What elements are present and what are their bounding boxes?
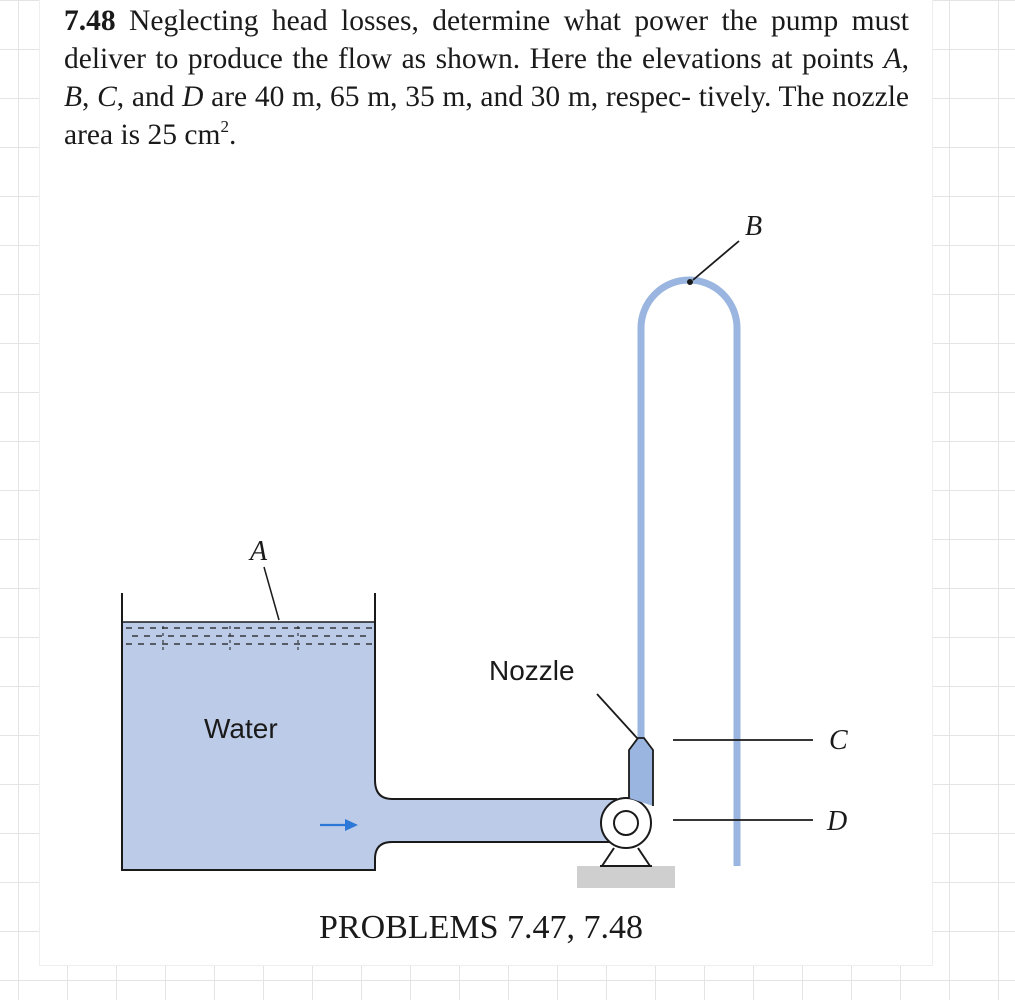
label-d: D — [827, 806, 848, 837]
point-c-ref: C — [97, 81, 117, 113]
separator: , — [82, 81, 98, 113]
pump-stand — [600, 848, 652, 866]
leader-nozzle — [597, 694, 637, 738]
point-d-ref: D — [182, 81, 204, 113]
problem-line-3a: at points — [771, 43, 884, 75]
leader-b — [693, 241, 739, 280]
pump-base — [577, 866, 675, 888]
area-exponent: 2 — [220, 117, 229, 136]
problem-number: 7.48 — [64, 5, 116, 37]
label-nozzle: Nozzle — [489, 655, 575, 686]
problem-line-2: must deliver to produce the flow as shown. Here the elevations — [64, 5, 909, 75]
problem-line-4b: . — [228, 119, 237, 151]
point-b-ref: B — [64, 81, 83, 113]
riser-pipe — [641, 280, 737, 866]
label-c: C — [829, 725, 848, 756]
leader-a — [264, 567, 279, 620]
label-a: A — [250, 536, 268, 567]
separator: , and — [116, 81, 183, 113]
point-b-marker — [687, 279, 693, 285]
pump-eye — [614, 811, 638, 835]
nozzle — [629, 738, 653, 806]
problem-line-4a: tively. The nozzle area is 25 cm — [64, 81, 910, 151]
separator: , — [901, 43, 910, 75]
problem-line-3b: are 40 m, 65 m, 35 m, and 30 m, respec- — [203, 81, 692, 113]
label-b: B — [745, 211, 763, 242]
problem-line-1: Neglecting head losses, determine what power the pump — [129, 5, 839, 37]
label-water: Water — [204, 713, 278, 744]
figure-caption: PROBLEMS 7.47, 7.48 — [319, 909, 643, 946]
point-a-ref: A — [883, 43, 902, 75]
